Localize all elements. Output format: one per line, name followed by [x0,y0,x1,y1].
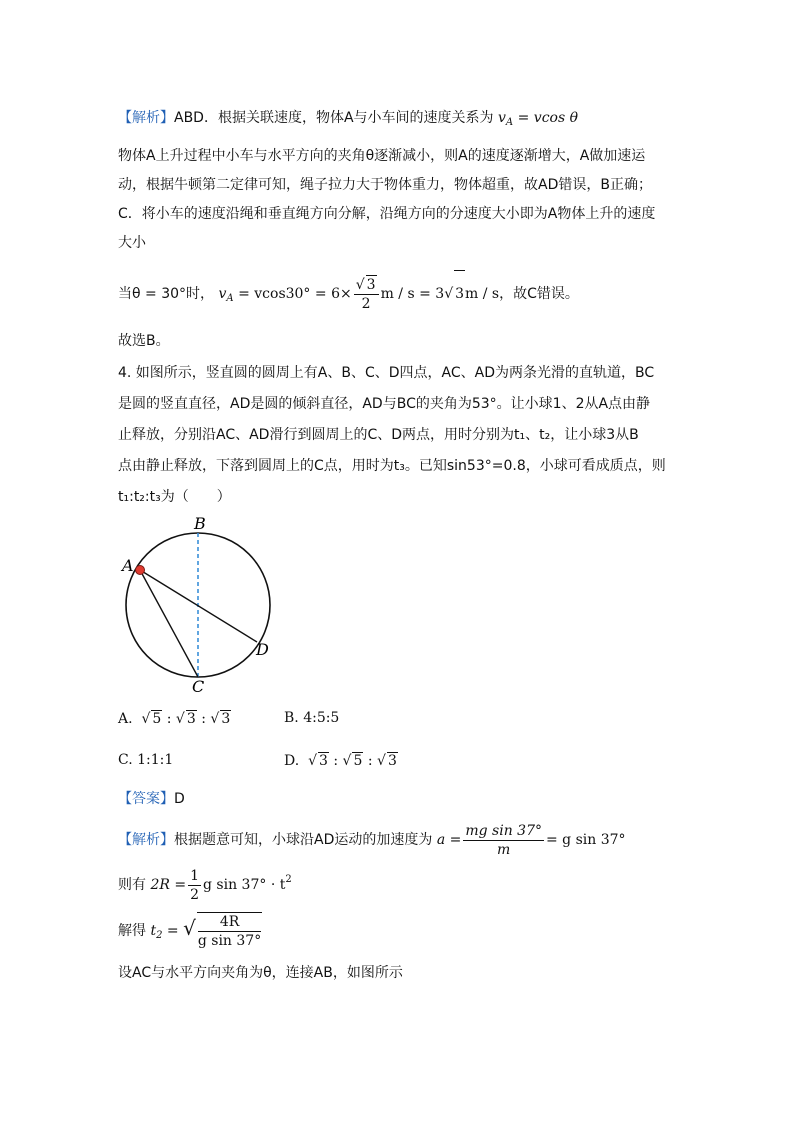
analysis-line-2: 物体A上升过程中小车与水平方向的夹角θ逐渐减小，则A的速度逐渐增大，A做加速运 [118,148,646,164]
answer-value: D [174,791,185,807]
sqrt3-over-2: $\frac{√ 3}{2}$ [354,275,379,313]
chord-ac [140,570,198,677]
label-a: A [122,556,134,575]
velocity-formula: $v_A = vcos$ θ [498,110,579,128]
circle-figure [110,515,290,695]
solve-line: 解得 $t_2$ = √ $\frac{4R}{\text{g sin 37°}}$ [118,914,262,949]
label-b: B [194,515,206,533]
angle-setup-line: 设AC与水平方向夹角为θ，连接AB，如图所示 [118,965,403,981]
analysis-line-4: C．将小车的速度沿绳和垂直绳方向分解，沿绳方向的分速度大小即为A物体上升的速度 [118,206,656,222]
answer-line [118,789,185,809]
analysis-line-3: 动，根据牛顿第二定律可知，绳子拉力大于物体重力，物体超重，故AD错误，B正确； [118,177,652,193]
question-line-3: 止释放，分别沿AC、AD滑行到圆周上的C、D两点，用时分别为t₁、t₂，让小球3从B [118,427,639,443]
label-c: C [192,677,205,695]
t2-root-fraction: $\frac{4R}{\text{g sin 37°}}$ [197,914,262,949]
question-line-5: t₁:t₂:t₃为（ ） [118,489,231,505]
analysis-tag: 【解析】 [118,110,174,126]
half-fraction: $\frac{1}{2}$ [190,867,200,903]
analysis-line-1 [118,108,578,133]
analysis-line-5: 大小 [118,235,146,251]
option-a[interactable]: A. √ 5 : √ 3 : √ 3 [118,711,231,727]
option-c[interactable]: C. 1:1:1 [118,752,174,768]
answer-tag: 【答案】 [118,791,174,807]
option-b[interactable]: B. 4:5:5 [284,710,340,726]
label-d: D [256,640,269,659]
displacement-line: 则有 2R = $\frac{1}{2}$ g $\sin 37^\circ \cdot t^2$ [118,867,292,903]
analysis2-tag: 【解析】 [118,832,174,848]
option-d[interactable]: D. √ 3 : √ 5 : √ 3 [284,753,397,769]
analysis-text: ABD．根据关联速度，物体A与小车间的速度关系为 [174,110,494,126]
question-line-4: 点由静止释放，下落到圆周上的C点，用时为t₃。已知sin53°=0.8，小球可看成质点，则 [118,458,666,474]
velocity-calc-line: 当θ = 30°时， $v_A = vcos30^\circ = 6\times$ $\frac{√ 3}{2}$ m / s = 3√ 3m / s，故C错误。 [118,270,579,322]
choose-b-line: 故选B。 [118,333,170,349]
point-a-marker [136,566,145,575]
question-line-2: 是圆的竖直直径，AD是圆的倾斜直径，AD与BC的夹角为53°。让小球1、2从A点由静 [118,396,651,412]
acceleration-line: 【解析】根据题意可知，小球沿AD运动的加速度为 a = $\frac{\text{mg sin 37°}}{m}$ = g sin 37° [118,822,626,858]
question-line-1: 4. 如图所示，竖直圆的圆周上有A、B、C、D四点，AC、AD为两条光滑的直轨道，BC [118,365,655,381]
acceleration-fraction: $\frac{\text{mg sin 37°}}{m}$ [465,822,542,858]
